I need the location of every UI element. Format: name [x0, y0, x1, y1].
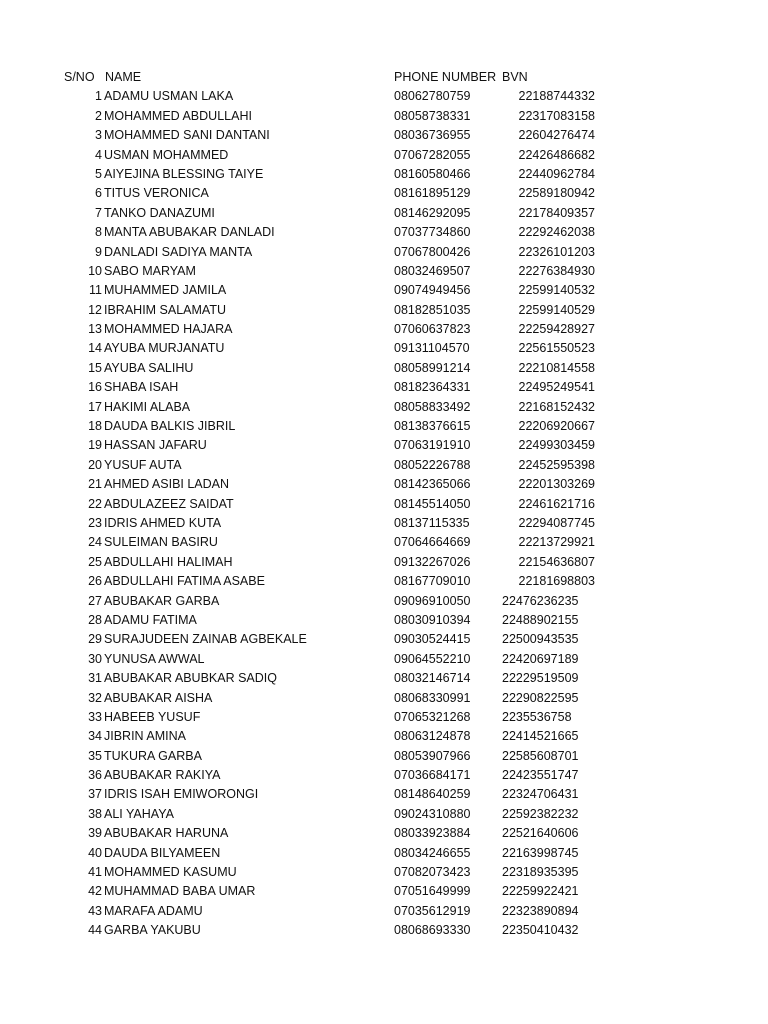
table-row	[0, 436, 768, 455]
table-header-row	[0, 68, 768, 87]
cell-phone-number: 08030910394	[394, 612, 471, 627]
cell-bvn: 22585608701	[502, 748, 579, 763]
cell-sno: 35	[88, 748, 102, 763]
table-body	[0, 87, 768, 940]
cell-bvn: 22178409357	[518, 205, 595, 220]
cell-phone-number: 07035612919	[394, 903, 471, 918]
cell-sno: 43	[88, 903, 102, 918]
cell-sno: 31	[88, 671, 102, 686]
cell-bvn: 22206920667	[518, 419, 595, 434]
cell-sno: 5	[95, 166, 102, 181]
cell-phone-number: 08068693330	[394, 923, 471, 938]
cell-phone-number: 08182851035	[394, 302, 471, 317]
cell-phone-number: 07063191910	[394, 438, 471, 453]
cell-bvn: 22350410432	[502, 923, 579, 938]
table-row	[0, 184, 768, 203]
table-row	[0, 107, 768, 126]
cell-phone-number: 08032146714	[394, 671, 471, 686]
cell-sno: 22	[88, 496, 102, 511]
cell-sno: 40	[88, 845, 102, 860]
header-name: NAME	[105, 70, 142, 84]
table-row	[0, 805, 768, 824]
table-row	[0, 320, 768, 339]
cell-phone-number: 08148640259	[394, 787, 471, 802]
cell-phone-number: 08062780759	[394, 89, 471, 104]
cell-bvn: 22589180942	[518, 186, 595, 201]
cell-sno: 42	[88, 884, 102, 899]
cell-phone-number: 08034246655	[394, 845, 471, 860]
cell-bvn: 22440962784	[518, 166, 595, 181]
cell-sno: 33	[88, 709, 102, 724]
cell-name: AYUBA SALIHU	[104, 360, 194, 375]
cell-phone-number: 08142365066	[394, 477, 471, 492]
cell-bvn: 22499303459	[518, 438, 595, 453]
cell-bvn: 22476236235	[502, 593, 579, 608]
cell-sno: 44	[88, 923, 102, 938]
cell-bvn: 22163998745	[502, 845, 579, 860]
cell-sno: 32	[88, 690, 102, 705]
cell-phone-number: 09064552210	[394, 651, 471, 666]
cell-phone-number: 07064664669	[394, 535, 471, 550]
cell-bvn: 22461621716	[518, 496, 595, 511]
beneficiary-table	[0, 68, 768, 941]
table-row	[0, 146, 768, 165]
table-row	[0, 126, 768, 145]
table-row	[0, 417, 768, 436]
cell-name: ABDULAZEEZ SAIDAT	[104, 496, 234, 511]
cell-bvn: 22181698803	[518, 574, 595, 589]
cell-phone-number: 08167709010	[394, 574, 471, 589]
cell-sno: 3	[95, 128, 102, 143]
cell-name: YUSUF AUTA	[104, 457, 182, 472]
cell-name: TUKURA GARBA	[104, 748, 202, 763]
table-row	[0, 475, 768, 494]
cell-bvn: 22414521665	[502, 729, 579, 744]
cell-bvn: 22276384930	[518, 263, 595, 278]
cell-sno: 29	[88, 632, 102, 647]
cell-phone-number: 08160580466	[394, 166, 471, 181]
cell-bvn: 22317083158	[518, 108, 595, 123]
cell-phone-number: 08161895129	[394, 186, 471, 201]
cell-phone-number: 07067282055	[394, 147, 471, 162]
cell-bvn: 22326101203	[518, 244, 595, 259]
table-row	[0, 398, 768, 417]
cell-sno: 26	[88, 574, 102, 589]
cell-phone-number: 07051649999	[394, 884, 471, 899]
cell-phone-number: 09131104570	[394, 341, 470, 356]
cell-name: MOHAMMED ABDULLAHI	[104, 108, 252, 123]
cell-name: DAUDA BALKIS JIBRIL	[104, 419, 236, 434]
cell-phone-number: 08068330991	[394, 690, 471, 705]
table-row	[0, 204, 768, 223]
header-phone-number: PHONE NUMBER	[394, 70, 497, 84]
cell-phone-number: 08138376615	[394, 419, 471, 434]
cell-bvn: 22259922421	[502, 884, 579, 899]
table-row	[0, 902, 768, 921]
table-row	[0, 262, 768, 281]
cell-sno: 37	[88, 787, 102, 802]
cell-name: ABUBAKAR RAKIYA	[104, 768, 221, 783]
cell-bvn: 22599140532	[518, 283, 595, 298]
cell-name: HASSAN JAFARU	[104, 438, 207, 453]
cell-sno: 9	[95, 244, 102, 259]
cell-name: AIYEJINA BLESSING TAIYE	[104, 166, 264, 181]
cell-bvn: 22423551747	[502, 768, 579, 783]
table-row	[0, 882, 768, 901]
cell-phone-number: 08063124878	[394, 729, 471, 744]
cell-bvn: 22324706431	[502, 787, 579, 802]
cell-bvn: 22488902155	[502, 612, 579, 627]
cell-name: ABUBAKAR GARBA	[104, 593, 220, 608]
cell-sno: 23	[88, 515, 102, 530]
table-row	[0, 921, 768, 940]
cell-phone-number: 08137115335	[394, 515, 470, 530]
cell-name: MOHAMMED SANI DANTANI	[104, 128, 270, 143]
cell-phone-number: 07036684171	[394, 768, 471, 783]
cell-name: ABDULLAHI HALIMAH	[104, 554, 233, 569]
cell-name: IDRIS ISAH EMIWORONGI	[104, 787, 259, 802]
cell-sno: 7	[95, 205, 102, 220]
cell-bvn: 22592382232	[502, 806, 579, 821]
table-row	[0, 553, 768, 572]
table-row	[0, 378, 768, 397]
cell-name: TANKO DANAZUMI	[104, 205, 215, 220]
cell-name: JIBRIN AMINA	[104, 729, 186, 744]
cell-phone-number: 08058738331	[394, 108, 471, 123]
table-row	[0, 844, 768, 863]
cell-phone-number: 09074949456	[394, 283, 471, 298]
cell-phone-number: 09030524415	[394, 632, 471, 647]
cell-sno: 10	[88, 263, 102, 278]
table-row	[0, 669, 768, 688]
cell-sno: 34	[88, 729, 102, 744]
cell-name: MANTA ABUBAKAR DANLADI	[104, 225, 275, 240]
cell-name: IBRAHIM SALAMATU	[104, 302, 227, 317]
cell-phone-number: 07060637823	[394, 322, 471, 337]
cell-bvn: 22452595398	[518, 457, 595, 472]
cell-sno: 19	[88, 438, 102, 453]
cell-name: ABDULLAHI FATIMA ASABE	[104, 574, 265, 589]
cell-bvn: 22210814558	[518, 360, 595, 375]
cell-name: MUHAMMAD BABA UMAR	[104, 884, 256, 899]
cell-name: ADAMU FATIMA	[104, 612, 197, 627]
cell-bvn: 22426486682	[518, 147, 595, 162]
cell-phone-number: 09132267026	[394, 554, 471, 569]
table-row	[0, 165, 768, 184]
cell-bvn: 22604276474	[518, 128, 595, 143]
cell-phone-number: 07082073423	[394, 865, 471, 880]
cell-name: ABUBAKAR AISHA	[104, 690, 213, 705]
cell-sno: 39	[88, 826, 102, 841]
cell-sno: 1	[95, 89, 102, 104]
table-row	[0, 727, 768, 746]
table-row	[0, 514, 768, 533]
table-row	[0, 689, 768, 708]
cell-bvn: 22495249541	[518, 380, 595, 395]
cell-name: DAUDA BILYAMEEN	[104, 845, 221, 860]
table-row	[0, 87, 768, 106]
table-row	[0, 243, 768, 262]
cell-phone-number: 08146292095	[394, 205, 471, 220]
cell-sno: 6	[95, 186, 102, 201]
cell-name: HAKIMI ALABA	[104, 399, 191, 414]
table-row	[0, 495, 768, 514]
table-row	[0, 611, 768, 630]
cell-sno: 17	[88, 399, 102, 414]
cell-phone-number: 08058833492	[394, 399, 471, 414]
cell-sno: 25	[88, 554, 102, 569]
cell-sno: 4	[95, 147, 102, 162]
cell-phone-number: 08052226788	[394, 457, 471, 472]
cell-sno: 15	[88, 360, 102, 375]
cell-phone-number: 08145514050	[394, 496, 471, 511]
cell-phone-number: 08058991214	[394, 360, 471, 375]
header-sno: S/NO	[64, 70, 95, 84]
cell-name: SULEIMAN BASIRU	[104, 535, 218, 550]
cell-name: ABUBAKAR ABUBKAR SADIQ	[104, 671, 277, 686]
table-row	[0, 533, 768, 552]
table-row	[0, 747, 768, 766]
table-row	[0, 766, 768, 785]
cell-phone-number: 09096910050	[394, 593, 471, 608]
cell-sno: 11	[89, 283, 102, 298]
table-row	[0, 592, 768, 611]
cell-phone-number: 08182364331	[394, 380, 471, 395]
cell-name: USMAN MOHAMMED	[104, 147, 229, 162]
cell-sno: 18	[88, 419, 102, 434]
cell-name: AHMED ASIBI LADAN	[104, 477, 230, 492]
cell-name: MOHAMMED HAJARA	[104, 322, 233, 337]
cell-name: GARBA YAKUBU	[104, 923, 201, 938]
table-row	[0, 650, 768, 669]
cell-name: MARAFA ADAMU	[104, 903, 203, 918]
cell-phone-number: 08053907966	[394, 748, 471, 763]
cell-sno: 8	[95, 225, 102, 240]
table-row	[0, 572, 768, 591]
cell-sno: 2	[95, 108, 102, 123]
cell-sno: 24	[88, 535, 102, 550]
cell-sno: 27	[88, 593, 102, 608]
cell-name: AYUBA MURJANATU	[104, 341, 225, 356]
table-row	[0, 708, 768, 727]
cell-bvn: 22500943535	[502, 632, 579, 647]
cell-bvn: 22154636807	[518, 554, 595, 569]
cell-bvn: 22521640606	[502, 826, 579, 841]
cell-sno: 41	[88, 865, 102, 880]
cell-name: SURAJUDEEN ZAINAB AGBEKALE	[104, 632, 307, 647]
table-row	[0, 630, 768, 649]
cell-name: ADAMU USMAN LAKA	[104, 89, 234, 104]
table-row	[0, 863, 768, 882]
cell-phone-number: 07037734860	[394, 225, 471, 240]
cell-phone-number: 07065321268	[394, 709, 471, 724]
table-row	[0, 301, 768, 320]
cell-phone-number: 09024310880	[394, 806, 471, 821]
cell-sno: 12	[88, 302, 102, 317]
cell-sno: 28	[88, 612, 102, 627]
cell-sno: 16	[88, 380, 102, 395]
cell-bvn: 22229519509	[502, 671, 579, 686]
cell-bvn: 22599140529	[518, 302, 595, 317]
cell-phone-number: 08032469507	[394, 263, 471, 278]
cell-name: TITUS VERONICA	[104, 186, 209, 201]
cell-sno: 21	[88, 477, 102, 492]
cell-bvn: 22290822595	[502, 690, 579, 705]
cell-bvn: 22259428927	[518, 322, 595, 337]
cell-bvn: 22561550523	[518, 341, 595, 356]
cell-bvn: 22188744332	[518, 89, 595, 104]
cell-sno: 20	[88, 457, 102, 472]
cell-bvn: 22292462038	[518, 225, 595, 240]
cell-phone-number: 08033923884	[394, 826, 471, 841]
cell-sno: 30	[88, 651, 102, 666]
cell-name: MUHAMMED JAMILA	[104, 283, 227, 298]
table-row	[0, 359, 768, 378]
cell-bvn: 22318935395	[502, 865, 579, 880]
cell-name: MOHAMMED KASUMU	[104, 865, 237, 880]
cell-phone-number: 07067800426	[394, 244, 471, 259]
cell-sno: 38	[88, 806, 102, 821]
cell-name: IDRIS AHMED KUTA	[104, 515, 222, 530]
cell-bvn: 22294087745	[518, 515, 595, 530]
cell-bvn: 22323890894	[502, 903, 579, 918]
cell-name: ABUBAKAR HARUNA	[104, 826, 229, 841]
table-row	[0, 785, 768, 804]
table-row	[0, 281, 768, 300]
header-bvn: BVN	[502, 70, 528, 84]
cell-name: HABEEB YUSUF	[104, 709, 201, 724]
table-row	[0, 339, 768, 358]
cell-bvn: 22213729921	[518, 535, 595, 550]
cell-bvn: 22168152432	[518, 399, 595, 414]
cell-bvn: 22201303269	[518, 477, 595, 492]
cell-name: YUNUSA AWWAL	[104, 651, 205, 666]
cell-sno: 13	[88, 322, 102, 337]
cell-name: SABO MARYAM	[104, 263, 196, 278]
table-row	[0, 824, 768, 843]
cell-phone-number: 08036736955	[394, 128, 471, 143]
cell-bvn: 22420697189	[502, 651, 579, 666]
cell-name: SHABA ISAH	[104, 380, 179, 395]
cell-name: ALI YAHAYA	[104, 806, 174, 821]
cell-sno: 36	[88, 768, 102, 783]
table-row	[0, 223, 768, 242]
cell-name: DANLADI SADIYA MANTA	[104, 244, 253, 259]
table-row	[0, 456, 768, 475]
cell-sno: 14	[88, 341, 102, 356]
cell-bvn: 2235536758	[502, 709, 572, 724]
